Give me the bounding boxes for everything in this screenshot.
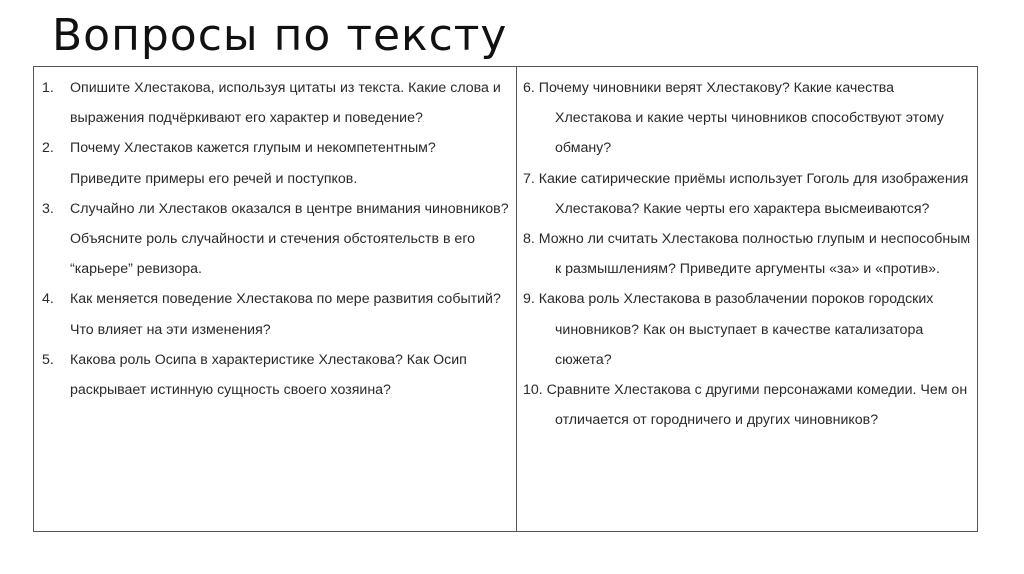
question-item: [40, 284, 510, 344]
question-number: 4.: [42, 291, 54, 308]
question-number: 10.: [523, 382, 547, 399]
question-number: 7.: [523, 170, 539, 187]
question-number: 1.: [42, 80, 54, 96]
question-number: 8.: [523, 231, 539, 248]
question-item: [523, 73, 971, 164]
question-text: Какие сатирические приёмы использует Гоголь для изображения Хлестакова? Какие черты его характера высмеиваются?: [538, 170, 969, 217]
question-item: [40, 73, 510, 133]
question-text: Почему Хлестаков кажется глупым и некомпетентным? Приведите примеры его речей и поступков.: [70, 140, 436, 187]
question-text: Опишите Хлестакова, используя цитаты из текста. Какие слова и выражения подчёркивают его характер и поведение?: [70, 80, 501, 127]
question-text: Какова роль Осипа в характеристике Хлестакова? Как Осип раскрывает истинную сущность своего хозяина?: [70, 351, 467, 399]
question-text: Можно ли считать Хлестакова полностью глупым и неспособным к размышлениям? Приведите аргументы «за» и «против».: [538, 231, 971, 278]
question-number: 5.: [42, 351, 54, 368]
question-item: [523, 375, 971, 435]
question-number: 3.: [42, 200, 54, 217]
question-item: [523, 164, 971, 224]
question-text: Как меняется поведение Хлестакова по мере развития событий? Что влияет на эти изменения?: [70, 291, 501, 338]
question-item: [40, 194, 510, 285]
question-text: Сравните Хлестакова с другими персонажами комедии. Чем он отличается от городничего и других чиновников?: [546, 382, 968, 429]
question-item: [40, 345, 510, 405]
question-text: Какова роль Хлестакова в разоблачении пороков городских чиновников? Как он выступает в качестве катализатора сюжета?: [538, 291, 934, 368]
question-text: Случайно ли Хлестаков оказался в центре внимания чиновников? Объясните роль случайности и стечения обстоятельств в его “карьере” ревизора.: [70, 200, 509, 278]
left-column: [34, 67, 517, 532]
question-number: 2.: [42, 140, 54, 157]
question-number: 9.: [523, 291, 539, 308]
question-item: [523, 284, 971, 375]
questions-table: [33, 66, 978, 532]
right-column: [517, 67, 978, 532]
question-text: Почему чиновники верят Хлестакову? Какие качества Хлестакова и какие черты чиновников способствуют этому обману?: [538, 80, 944, 157]
table-row: [34, 67, 978, 532]
question-number: 6.: [523, 80, 539, 96]
question-item: [523, 224, 971, 284]
page-title: Вопросы по тексту: [52, 10, 508, 61]
question-item: [40, 133, 510, 193]
